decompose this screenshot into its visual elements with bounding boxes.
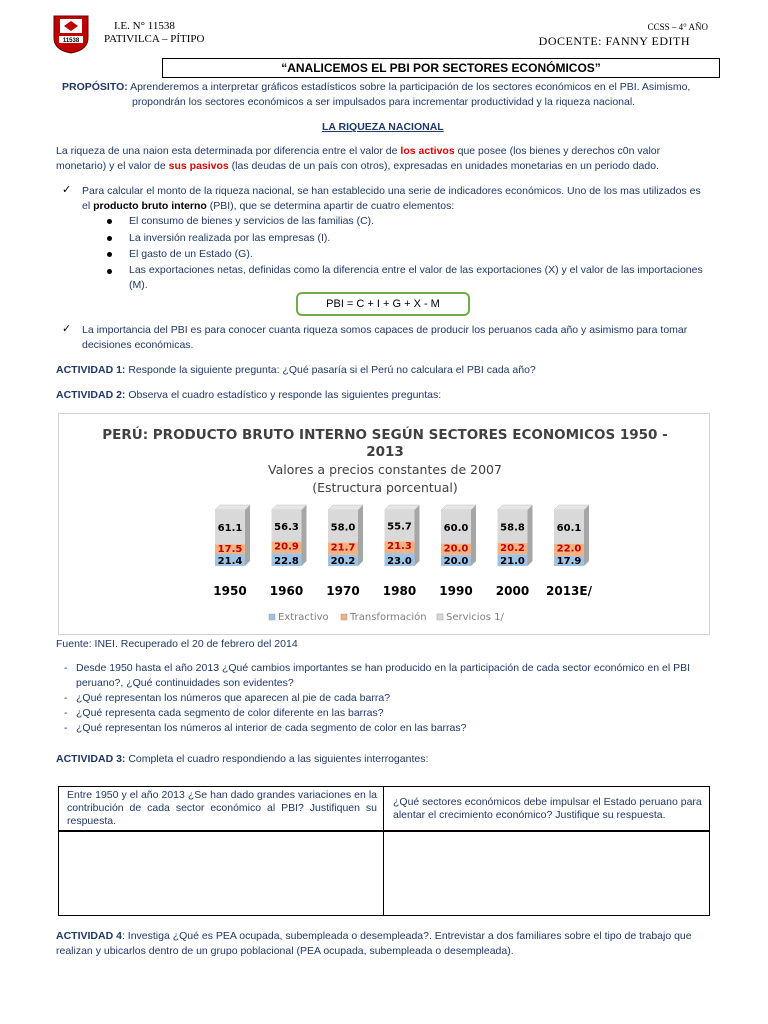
check-icon: ✓: [62, 184, 72, 196]
data-label: 20.2: [500, 542, 525, 554]
legend-label: Servicios 1/: [446, 612, 504, 623]
chart-title-2: 2013: [366, 444, 404, 460]
table-divider: [59, 830, 709, 832]
actividad-4: [56, 929, 692, 944]
category-label: 1990: [439, 584, 473, 598]
data-label: 20.0: [443, 556, 469, 567]
bar-top: [215, 505, 250, 510]
pregunta-item: peruano?, ¿Qué continuidades son evidentes?: [76, 677, 294, 689]
data-label: 17.5: [217, 544, 243, 556]
data-label: 56.3: [274, 521, 299, 533]
intro-a: La riqueza de una naion esta determinada por diferencia entre el valor de: [56, 145, 401, 157]
actividad-3: [56, 752, 428, 767]
svg-text:11538: 11538: [62, 38, 80, 44]
data-label: 23.0: [387, 556, 412, 567]
intro-d: (las deudas de un país con otros), expresadas en unidades monetarias en un periodo dado.: [228, 160, 659, 172]
actividad-1-label: ACTIVIDAD 1:: [56, 364, 126, 376]
actividad-2: [56, 388, 441, 403]
actividad-4-line-2: realizan y ubicarlos dentro de un grupo poblacional (PEA ocupada, subempleada o desempleada).: [56, 945, 514, 957]
chart-subtitle-2: (Estructura porcentual): [312, 480, 458, 495]
check1-line-1: Para calcular el monto de la riqueza nacional, se han establecido una serie de indicadores económicos. Uno de los mas utilizados es: [82, 185, 701, 197]
data-label: 58.8: [500, 522, 525, 534]
bar-group: [383, 505, 420, 598]
category-label: 1970: [326, 584, 360, 598]
category-label: 2000: [495, 584, 530, 598]
legend-label: Transformación: [350, 612, 427, 623]
data-label: 22.0: [556, 543, 582, 555]
actividad-3-text: Completa el cuadro respondiendo a las siguientes interrogantes:: [128, 753, 429, 765]
bar-top: [385, 505, 420, 510]
check1-a: el: [82, 200, 94, 212]
bar-top: [272, 505, 307, 510]
legend-label: Extractivo: [278, 612, 329, 623]
legend-swatch: [269, 614, 275, 620]
actividad-1: [56, 363, 536, 378]
page-title: “ANALICEMOS EL PBI POR SECTORES ECONÓMICOS”: [162, 58, 720, 78]
chart-subtitle-1: Valores a precios constantes de 2007: [268, 462, 502, 477]
bullet-icon: [107, 236, 112, 241]
proposito-line-1: [62, 80, 690, 95]
intro-pasivos: sus pasivos: [168, 160, 229, 172]
bar-side: [584, 505, 589, 566]
intro-b: que posee (los bienes y derechos c0n valor: [454, 145, 661, 157]
bullet-item: El gasto de un Estado (G).: [129, 248, 253, 260]
data-label: 21.3: [387, 541, 412, 553]
course-label: CCSS – 4° AÑO: [647, 22, 708, 32]
bar-side: [415, 505, 420, 566]
actividad-1-text: Responde la siguiente pregunta: ¿Qué pasaría si el Perú no calculara el PBI cada año?: [128, 364, 536, 376]
pbi-chart: [58, 413, 710, 635]
bar-group: [270, 505, 307, 598]
bar-group: [213, 505, 250, 598]
data-label: 61.1: [217, 523, 243, 535]
check1-line-2: [82, 199, 454, 214]
data-label: 60.1: [556, 522, 582, 534]
proposito-text-1: Aprenderemos a interpretar gráficos estadísticos sobre la participación de los sectores económicos en el PBI. Asimismo,: [130, 81, 691, 93]
actividad-2-label: ACTIVIDAD 2:: [56, 389, 126, 401]
bar-top: [441, 505, 476, 510]
data-label: 58.0: [330, 522, 356, 534]
proposito-line-2: propondrán los sectores económicos a ser impulsados para incrementar productividad y la riqueza nacional.: [132, 96, 636, 108]
pregunta-item: Desde 1950 hasta el año 2013 ¿Qué cambios importantes se han producido en la participación de cada sector económico en el PBI: [76, 662, 691, 674]
actividad-4-text-1: : Investiga ¿Qué es PEA ocupada, subempleada o desempleada?. Entrevistar a dos familiares sobre el tipo de trabajo que: [121, 930, 692, 942]
chart-title-1: PERÚ: PRODUCTO BRUTO INTERNO SEGÚN SECTORES ECONOMICOS 1950 -: [102, 427, 668, 443]
bar-group: [326, 505, 363, 598]
bar-top: [554, 505, 589, 510]
data-label: 20.0: [443, 543, 469, 555]
actividad-4-label: ACTIVIDAD 4: [56, 930, 122, 942]
bar-top: [498, 505, 533, 510]
category-label: 1980: [382, 584, 417, 598]
school-name: [104, 20, 204, 46]
pregunta-item: ¿Qué representan los números al interior de cada segmento de color en las barras?: [76, 722, 467, 734]
category-label: 2013E/: [546, 584, 592, 598]
data-label: 20.2: [330, 556, 356, 567]
bar-top: [328, 505, 363, 510]
intro-c: monetario) y el valor de: [56, 160, 169, 172]
intro-line-1: [56, 144, 660, 159]
check2-line-1: La importancia del PBI es para conocer cuanta riqueza somos capaces de producir los peruanos cada año y asimismo para tomar: [82, 324, 688, 336]
check1-pbi: producto bruto interno: [93, 200, 207, 212]
bar-side: [245, 505, 250, 566]
bar-side: [302, 505, 307, 566]
proposito-label: PROPÓSITO:: [62, 81, 128, 93]
bar-group: [439, 505, 476, 598]
legend-swatch: [437, 614, 443, 620]
intro-line-2: [56, 159, 659, 174]
intro-activos: los activos: [400, 145, 455, 157]
category-label: 1950: [213, 584, 247, 598]
bullet-item: La inversión realizada por las empresas (I).: [129, 232, 331, 244]
category-label: 1960: [269, 584, 304, 598]
actividad-2-text: Observa el cuadro estadístico y responde las siguientes preguntas:: [128, 389, 442, 401]
data-label: 21.0: [500, 556, 525, 567]
pbi-chart-svg: [59, 414, 711, 636]
section-title: LA RIQUEZA NACIONAL: [322, 121, 444, 133]
bullet-item: Las exportaciones netas, definidas como la diferencia entre el valor de las exportaciones (X) y el valor de las importaciones: [129, 264, 703, 276]
pregunta-dash: -: [64, 707, 68, 719]
check-icon: ✓: [62, 323, 72, 335]
bar-side: [471, 505, 476, 566]
pregunta-dash: -: [64, 722, 68, 734]
bullet-icon: [107, 252, 112, 257]
data-label: 20.9: [274, 541, 299, 553]
check2-line-2: decisiones económicas.: [82, 339, 194, 351]
data-label: 60.0: [443, 522, 469, 534]
pregunta-dash: -: [64, 662, 68, 674]
bar-side: [528, 505, 533, 566]
bullet-icon: [107, 219, 112, 224]
fuente: Fuente: INEI. Recuperado el 20 de febrero del 2014: [56, 638, 298, 650]
check1-b: (PBI), que se determina apartir de cuatro elementos:: [206, 200, 455, 212]
data-label: 17.9: [556, 556, 582, 567]
table-question-1: Entre 1950 y el año 2013 ¿Se han dado grandes variaciones en la contribución de cada sector económico al PBI? Justifiquen su respuesta.: [67, 789, 377, 827]
table-question-2: ¿Qué sectores económicos debe impulsar el Estado peruano para alentar el crecimiento económico? Justifique su respuesta.: [393, 796, 702, 821]
bullet-icon: [107, 269, 112, 274]
data-label: 55.7: [387, 521, 412, 533]
bar-group: [546, 505, 593, 598]
pregunta-item: ¿Qué representan los números que aparecen al pie de cada barra?: [76, 692, 391, 704]
school-line-1: I.E. N° 11538: [114, 20, 175, 32]
data-label: 21.7: [330, 542, 356, 554]
docente-label: DOCENTE: FANNY EDITH: [538, 34, 690, 48]
bullet-item: El consumo de bienes y servicios de las familias (C).: [129, 215, 375, 227]
pbi-formula: PBI = C + I + G + X - M: [296, 292, 470, 316]
pregunta-dash: -: [64, 692, 68, 704]
data-label: 22.8: [274, 556, 299, 567]
school-line-2: PATIVILCA – PÍTIPO: [104, 33, 205, 45]
bullet-item: (M).: [129, 279, 148, 291]
data-label: 21.4: [217, 556, 243, 567]
school-logo: [52, 14, 90, 54]
legend-swatch: [341, 614, 347, 620]
pregunta-item: ¿Qué representa cada segmento de color diferente en las barras?: [76, 707, 384, 719]
bar-side: [358, 505, 363, 566]
bar-group: [496, 505, 533, 598]
actividad-3-label: ACTIVIDAD 3:: [56, 753, 126, 765]
answer-table: [58, 786, 710, 916]
